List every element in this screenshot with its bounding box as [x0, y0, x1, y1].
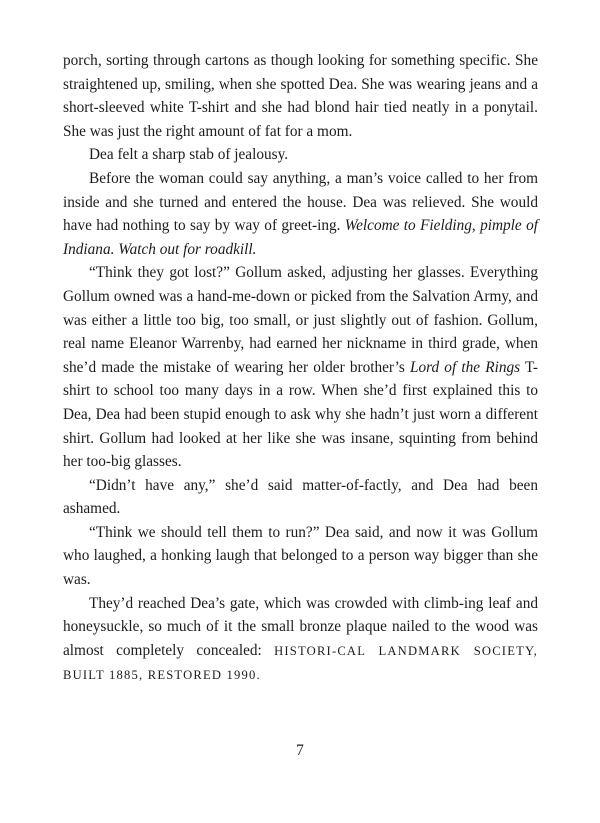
paragraph-6: [63, 521, 538, 592]
paragraph-2-text: Dea felt a sharp stab of jealousy.: [89, 146, 289, 164]
paragraph-7: [63, 592, 538, 688]
paragraph-5: [63, 474, 538, 521]
paragraph-1-text: porch, sorting through cartons as though looking for something specific. She straightened up, smiling, when she spotted Dea. She was wearing jeans and a short-sleeved white T-shirt and she had blond hair tied neatly in a ponytail. She was just the right amount of fat for a mom.: [63, 52, 538, 140]
paragraph-7-text: They’d reached Dea’s gate, which was crowded with climb-ing leaf and honeysuckle, so much of it the small bronze plaque nailed to the wood was almost completely concealed:: [63, 594, 538, 659]
plaque-inscription: HISTORI-CAL LANDMARK SOCIETY, BUILT 1885, RESTORED 1990.: [63, 643, 538, 683]
paragraph-6-text: “Think we should tell them to run?” Dea said, and now it was Gollum who laughed, a honking laugh that belonged to a person way bigger than she was.: [63, 523, 538, 589]
page-number: 7: [296, 742, 304, 759]
paragraph-4-text-a: “Think they got lost?” Gollum asked, adjusting her glasses. Everything Gollum owned was a hand-me-down or picked from the Salvation Army, and was either a little too big, too small, or just slightly out of fashion. Gollum, real name Eleanor Warrenby, had earned her nickname in third grade, when she’d made the mistake of wearing her older brother’s: [63, 264, 538, 376]
paragraph-1: [63, 49, 538, 143]
paragraph-3-italic-text: Welcome to Fielding, pimple of Indiana. Watch out for roadkill.: [63, 217, 538, 258]
paragraph-2: [63, 143, 538, 167]
body-text: [63, 49, 538, 688]
paragraph-4-book-title: Lord of the Rings: [409, 358, 521, 376]
paragraph-3: [63, 167, 538, 261]
paragraph-3-text: Before the woman could say anything, a man’s voice called to her from inside and she turned and entered the house. Dea was relieved. She would have had nothing to say by way of greet-ing.: [63, 169, 538, 235]
paragraph-4: [63, 261, 538, 473]
paragraph-4-text-b: T-shirt to school too many days in a row. When she’d first explained this to Dea, Dea had been stupid enough to ask why she hadn’t just worn a different shirt. Gollum had looked at her like she was insane, squinting from behind her too-big glasses.: [63, 358, 539, 471]
paragraph-5-text: “Didn’t have any,” she’d said matter-of-factly, and Dea had been ashamed.: [63, 476, 538, 518]
